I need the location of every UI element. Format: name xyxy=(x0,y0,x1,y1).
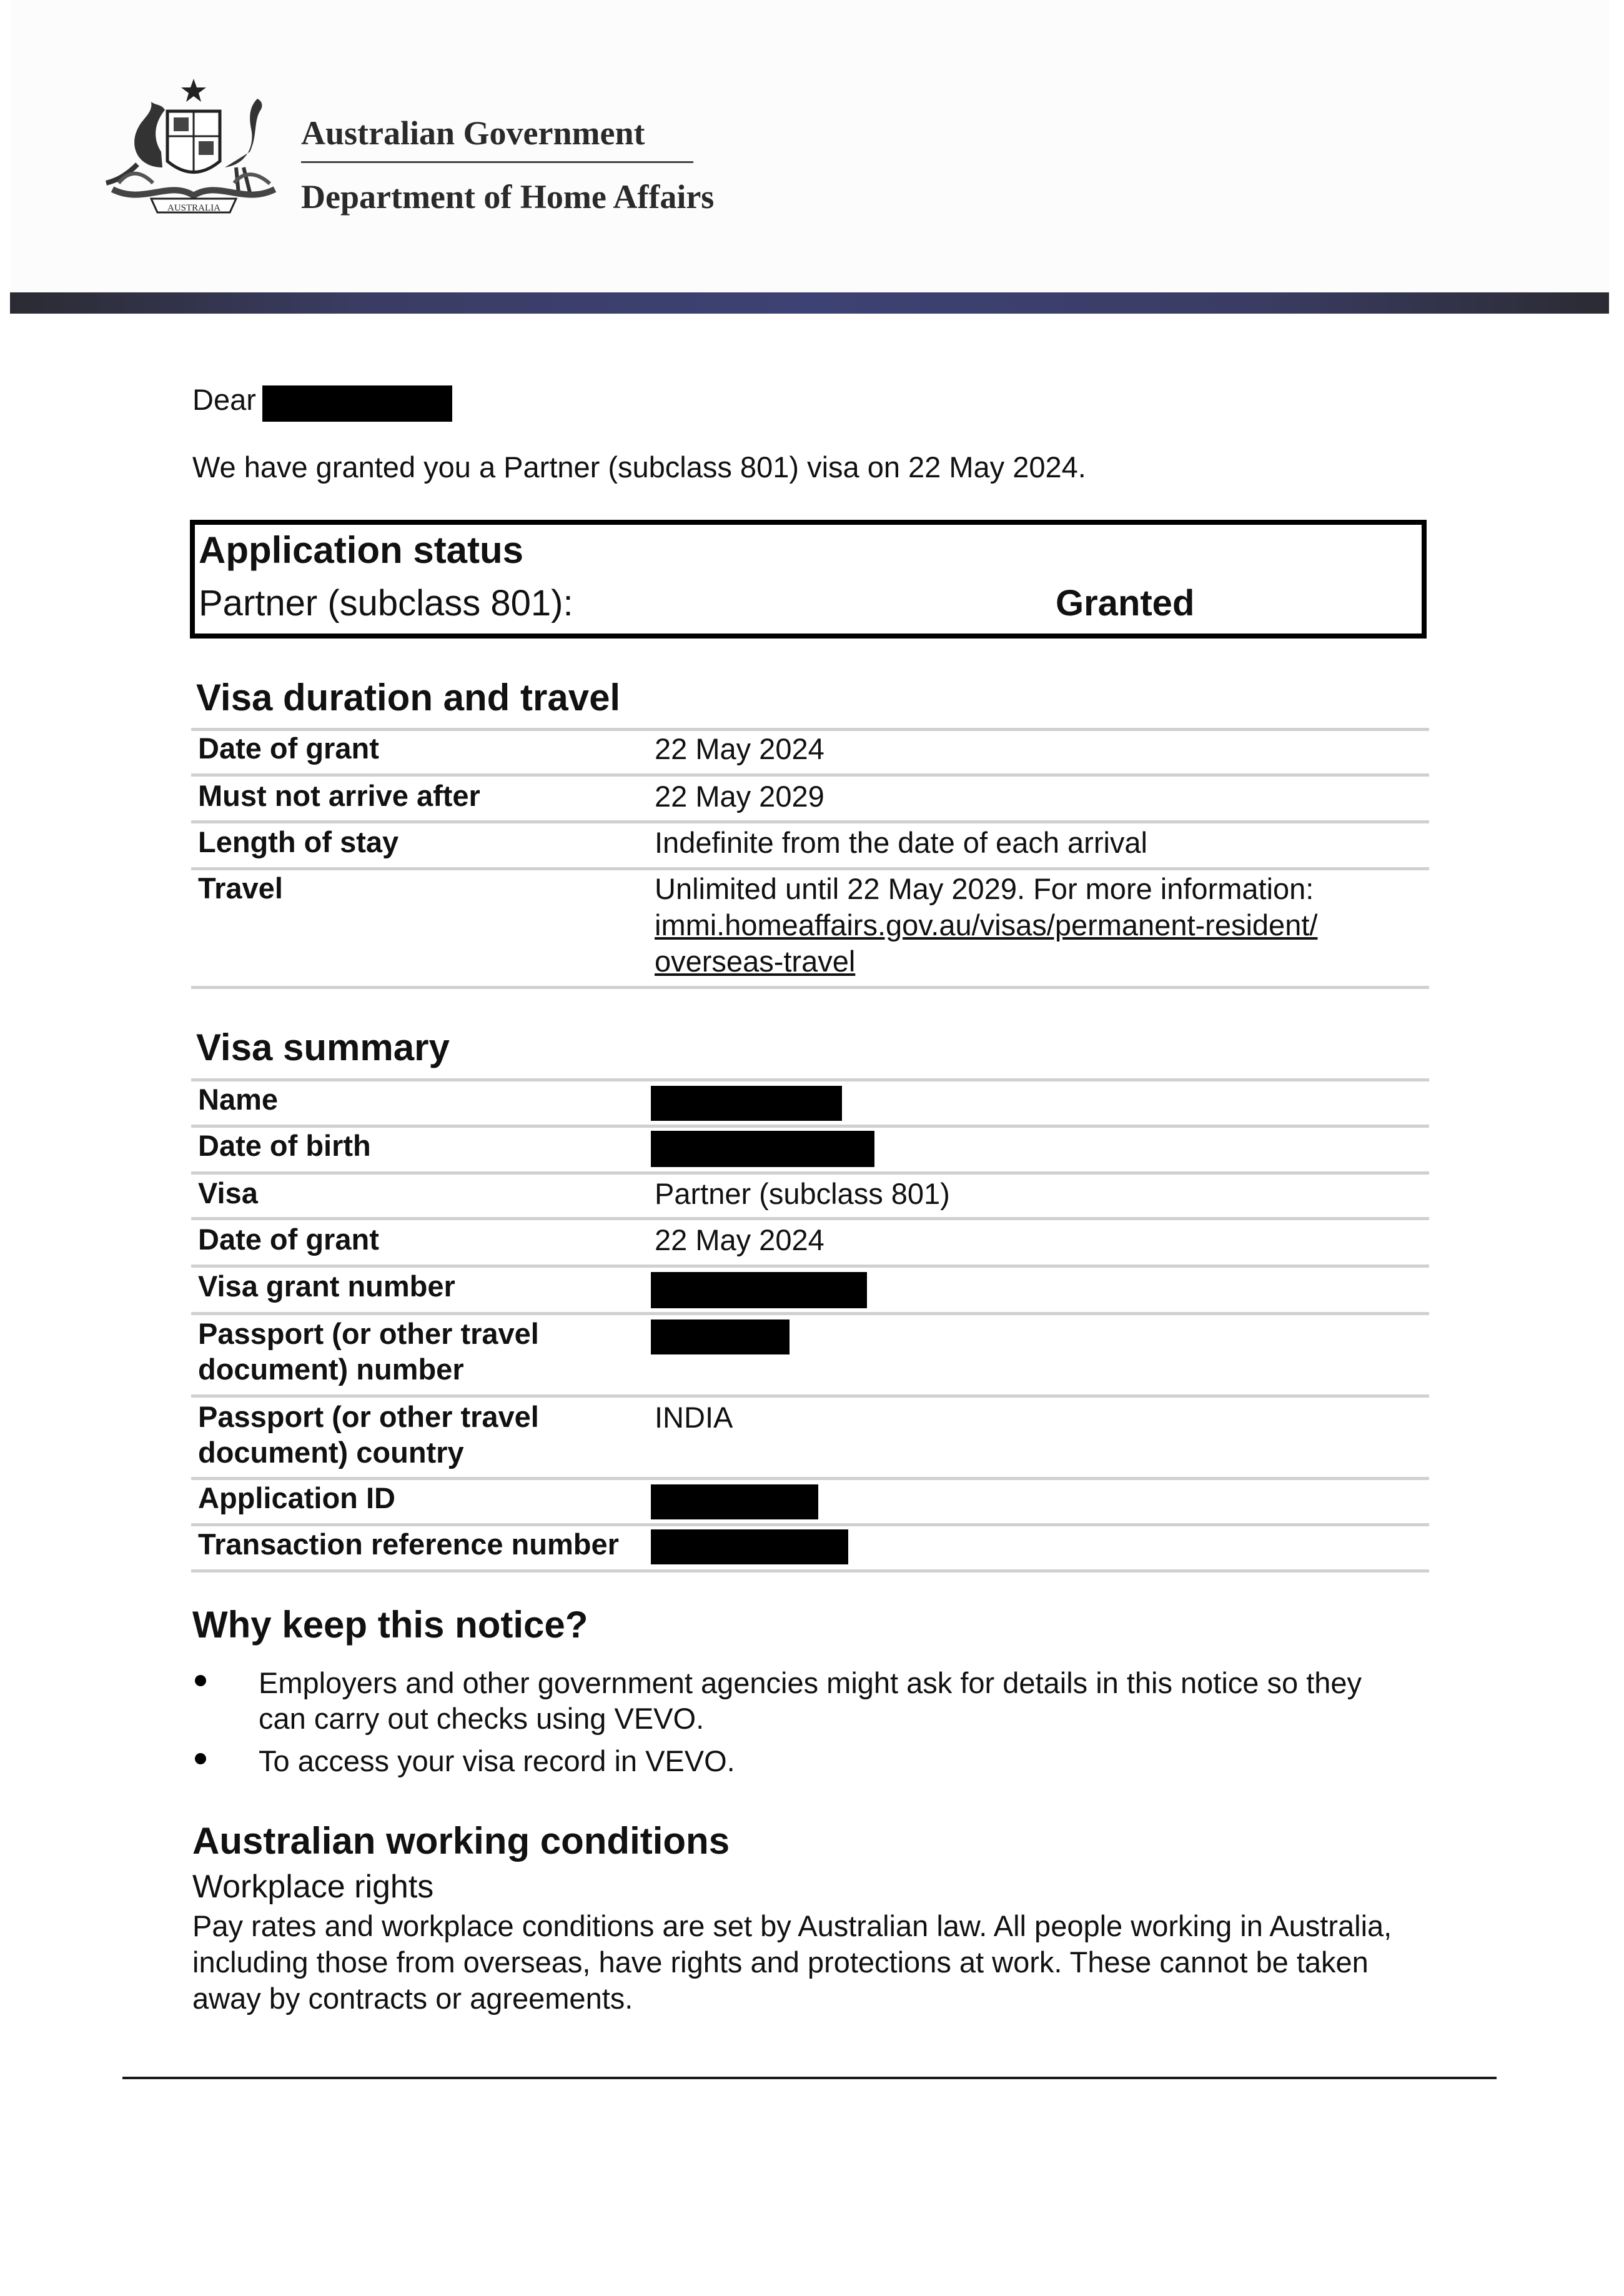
summary-label: Visa grant number xyxy=(198,1270,455,1303)
table-rule xyxy=(191,773,1429,777)
table-rule xyxy=(191,1171,1429,1175)
salutation: Dear xyxy=(192,383,256,416)
duration-label: Must not arrive after xyxy=(198,779,480,812)
redacted-name xyxy=(651,1086,842,1121)
bullet-icon xyxy=(195,1675,206,1686)
table-rule xyxy=(191,1078,1429,1081)
duration-value: Indefinite from the date of each arrival xyxy=(655,826,1147,859)
workplace-rights-subheading: Workplace rights xyxy=(192,1869,434,1905)
bullet-icon xyxy=(195,1753,206,1764)
redacted-visa-grant-number xyxy=(651,1272,867,1308)
table-rule xyxy=(191,1217,1429,1220)
header-divider xyxy=(301,161,693,163)
table-rule xyxy=(191,1569,1429,1573)
government-name: Australian Government xyxy=(301,114,645,152)
bullet-text: Employers and other government agencies might ask for details in this notice so they xyxy=(259,1666,1362,1699)
table-rule xyxy=(191,1312,1429,1315)
travel-info-link[interactable]: immi.homeaffairs.gov.au/visas/permanent-resident/ xyxy=(655,908,1318,942)
status-label: Partner (subclass 801): xyxy=(199,583,573,624)
summary-value: Partner (subclass 801) xyxy=(655,1177,950,1210)
keep-notice-heading: Why keep this notice? xyxy=(192,1604,588,1646)
summary-heading: Visa summary xyxy=(196,1026,450,1068)
bullet-text: To access your visa record in VEVO. xyxy=(259,1744,735,1777)
table-rule xyxy=(191,867,1429,870)
table-rule xyxy=(191,1125,1429,1128)
summary-label: Passport (or other travel xyxy=(198,1400,539,1433)
table-rule xyxy=(191,1394,1429,1398)
workplace-rights-text: away by contracts or agreements. xyxy=(192,1982,633,2015)
duration-label: Date of grant xyxy=(198,732,379,765)
redacted-passport-number xyxy=(651,1319,790,1354)
footer-divider xyxy=(122,2077,1497,2079)
department-name: Department of Home Affairs xyxy=(301,178,715,216)
summary-value: 22 May 2024 xyxy=(655,1223,824,1256)
summary-label: document) country xyxy=(198,1436,464,1469)
table-rule xyxy=(191,820,1429,823)
table-rule xyxy=(191,1265,1429,1268)
duration-value: 22 May 2029 xyxy=(655,780,824,813)
table-rule xyxy=(191,1477,1429,1480)
summary-label: Passport (or other travel xyxy=(198,1317,539,1350)
working-conditions-heading: Australian working conditions xyxy=(192,1820,730,1862)
summary-label: Visa xyxy=(198,1176,258,1210)
summary-label: Transaction reference number xyxy=(198,1528,619,1561)
redacted-transaction-reference xyxy=(651,1529,848,1564)
redacted-application-id xyxy=(651,1484,818,1519)
table-rule xyxy=(191,1523,1429,1526)
summary-value: INDIA xyxy=(655,1401,733,1434)
redacted-date-of-birth xyxy=(651,1131,874,1167)
travel-info-link[interactable]: overseas-travel xyxy=(655,945,856,978)
duration-heading: Visa duration and travel xyxy=(196,677,621,718)
redacted-recipient-name xyxy=(262,385,452,422)
duration-label: Travel xyxy=(198,872,283,905)
status-value: Granted xyxy=(1056,583,1195,624)
intro-text: We have granted you a Partner (subclass 801) visa on 22 May 2024. xyxy=(192,450,1086,484)
summary-label: Name xyxy=(198,1083,279,1116)
duration-label: Length of stay xyxy=(198,825,399,858)
bullet-text: can carry out checks using VEVO. xyxy=(259,1702,705,1735)
duration-value: 22 May 2024 xyxy=(655,732,824,765)
workplace-rights-text: Pay rates and workplace conditions are set by Australian law. All people working in Australia, xyxy=(192,1909,1392,1942)
workplace-rights-text: including those from overseas, have rights and protections at work. These cannot be taken xyxy=(192,1946,1369,1979)
crest-scroll-text: AUSTRALIA xyxy=(167,203,220,213)
duration-value: Unlimited until 22 May 2029. For more information: xyxy=(655,872,1314,905)
summary-label: Application ID xyxy=(198,1481,395,1514)
summary-label: Date of birth xyxy=(198,1129,371,1162)
summary-label: document) number xyxy=(198,1353,464,1386)
table-rule xyxy=(191,986,1429,989)
header-banner xyxy=(10,292,1609,314)
summary-label: Date of grant xyxy=(198,1223,379,1256)
status-title: Application status xyxy=(199,529,524,571)
